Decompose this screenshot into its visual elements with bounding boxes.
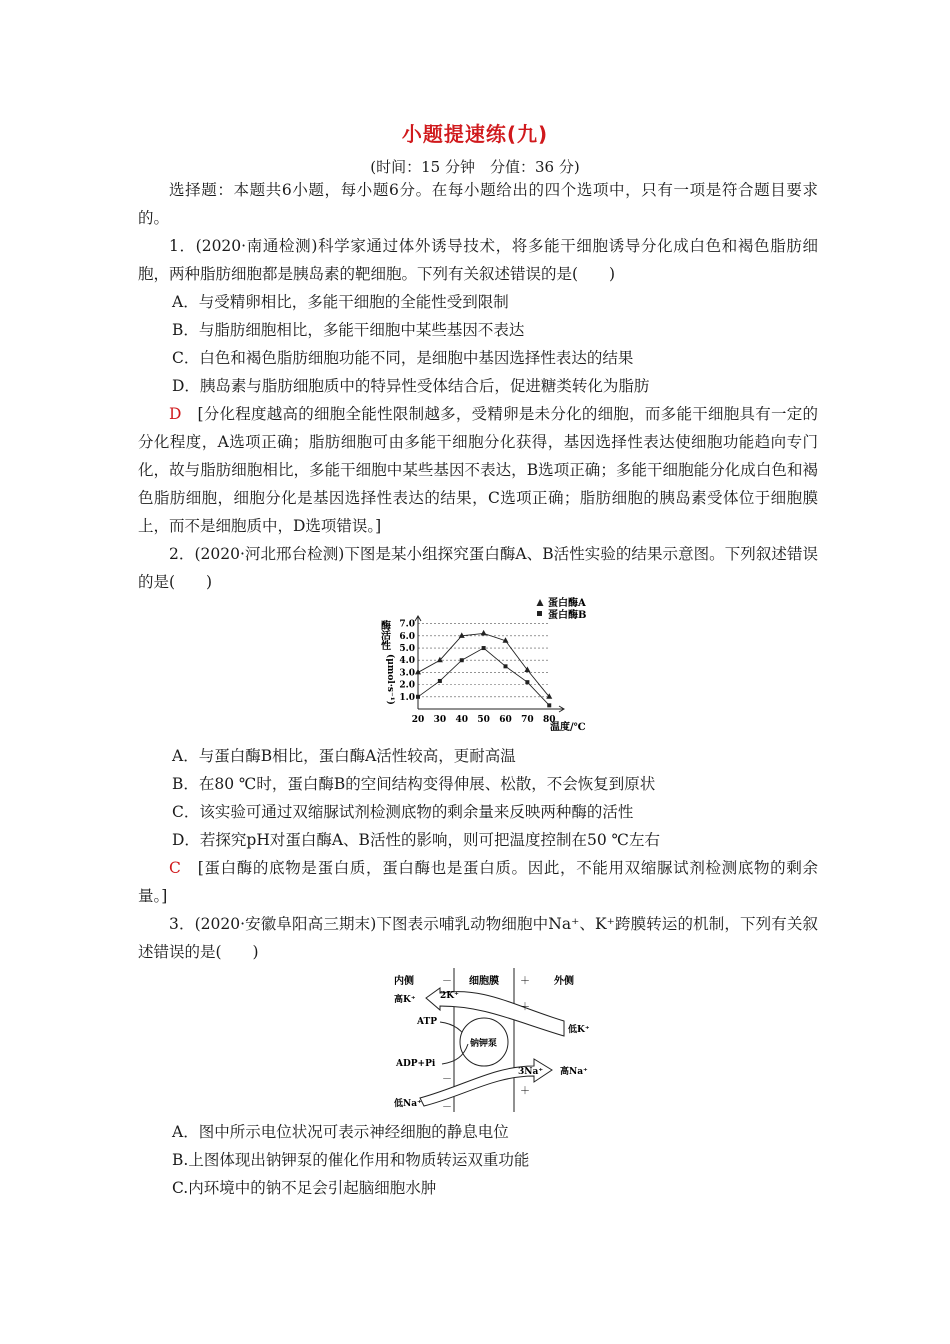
- chart-ytick-label: 3.0: [399, 668, 415, 679]
- q2-answer: C: [169, 859, 181, 877]
- na3-label: 3Na⁺: [518, 1067, 544, 1077]
- chart-ytick-label: 5.0: [399, 644, 415, 655]
- low-k-label: 低K⁺: [568, 1025, 590, 1035]
- plus-sign-mid: ＋: [520, 1002, 530, 1013]
- chart-ytick-label: 2.0: [399, 680, 415, 691]
- chart-legend: [537, 596, 587, 621]
- chart-point-b: [525, 680, 529, 684]
- legend-marker-square: [537, 611, 542, 616]
- chart-xlabel: 温度/℃: [550, 722, 586, 733]
- legend-marker-triangle: [537, 599, 544, 606]
- q1-option-a: A．与受精卵相比，多能干细胞的全能性受到限制: [172, 293, 509, 311]
- chart-point-a: [459, 632, 465, 638]
- chart-xtick-label: 60: [499, 715, 512, 725]
- q3-option-c: C.内环境中的钠不足会引起脑细胞水肿: [172, 1179, 437, 1197]
- chart-series-line-a: [418, 633, 549, 696]
- chart-point-b: [504, 664, 508, 668]
- chart-ylabel-top: 酶活性: [378, 620, 390, 650]
- chart-xtick-label: 20: [411, 715, 425, 725]
- chart-point-b: [460, 658, 464, 662]
- high-na-label: 高Na⁺: [560, 1067, 588, 1077]
- chart-ytick-label: 7.0: [399, 619, 415, 630]
- q2-option-a: A．与蛋白酶B相比，蛋白酶A活性较高，更耐高温: [172, 747, 516, 765]
- q1-stem: 1．(2020·南通检测)科学家通过体外诱导技术，将多能干细胞诱导分化成白色和褐色脂肪细胞，两种脂肪细胞都是胰岛素的靶细胞。下列有关叙述错误的是( ): [138, 237, 818, 283]
- chart-xtick-label: 80: [542, 715, 556, 725]
- q2-explanation: [蛋白酶的底物是蛋白质，蛋白酶也是蛋白质。因此，不能用双缩脲试剂检测底物的剩余量。]: [138, 859, 818, 905]
- chart-xtick-label: 40: [455, 715, 469, 725]
- q1-explanation: [分化程度越高的细胞全能性限制越多，受精卵是未分化的细胞，而多能干细胞具有一定的分化程度，A选项正确；脂肪细胞可由多能干细胞分化获得，基因选择性表达使细胞功能趋向专门化，故与脂肪细胞相比，多能干细胞中某些基因不表达，B选项正确；多能干细胞能分化成白色和褐色脂肪细胞，细胞分化是基因选择性表达的结果，C选项正确；脂肪细胞的胰岛素受体位于细胞膜上，而不是细胞质中，D选项错误。]: [138, 405, 818, 535]
- minus-sign-mid: －: [442, 1002, 452, 1013]
- chart-ytick-label: 4.0: [399, 656, 415, 667]
- legend-label-b: 蛋白酶B: [548, 610, 587, 621]
- outside-label: 外侧: [554, 976, 574, 987]
- legend-label-a: 蛋白酶A: [548, 598, 586, 609]
- low-na-label: 低Na⁺: [394, 1099, 422, 1109]
- q2-option-c: C．该实验可通过双缩脲试剂检测底物的剩余量来反映两种酶的活性: [172, 803, 634, 821]
- q3-option-b: B.上图体现出钠钾泵的催化作用和物质转运双重功能: [172, 1151, 530, 1169]
- q2-solution: [138, 854, 818, 910]
- atp-label: ATP: [417, 1017, 437, 1027]
- intro-text: 选择题：本题共6小题，每小题6分。在每小题给出的四个选项中，只有一项是符合题目要求的。: [138, 181, 818, 227]
- q1-answer: D: [169, 405, 182, 423]
- chart-point-a: [481, 630, 487, 636]
- chart-point-b: [482, 646, 486, 650]
- chart-point-b: [416, 695, 420, 699]
- chart-ytick-label: 1.0: [399, 692, 415, 703]
- q2-stem: 2．(2020·河北邢台检测)下图是某小组探究蛋白酶A、B活性实验的结果示意图。下列叙述错误的是( ): [138, 545, 818, 591]
- adp-label: ADP+Pi: [396, 1059, 436, 1069]
- minus-sign-top: －: [442, 976, 452, 987]
- sodium-potassium-pump-diagram: [384, 966, 604, 1114]
- q2-option-d: D．若探究pH对蛋白酶A、B活性的影响，则可把温度控制在50 ℃左右: [172, 831, 660, 849]
- q1-option-b: B．与脂肪细胞相比，多能干细胞中某些基因不表达: [172, 321, 525, 339]
- page-subtitle: (时间：15 分钟 分值：36 分): [370, 158, 580, 176]
- pump-label: 钠钾泵: [470, 1039, 498, 1049]
- minus-sign-low: －: [442, 1102, 452, 1113]
- q1-solution: [138, 400, 818, 540]
- high-k-label: 高K⁺: [394, 995, 416, 1005]
- chart-xtick-label: 30: [433, 715, 447, 725]
- q3-option-a: A．图中所示电位状况可表示神经细胞的静息电位: [172, 1123, 509, 1141]
- enzyme-activity-chart: [380, 596, 590, 744]
- chart-point-b: [438, 679, 442, 683]
- chart-xtick-label: 70: [521, 715, 534, 725]
- plus-sign-bottom: ＋: [520, 1086, 530, 1097]
- chart-ytick-label: 6.0: [399, 631, 415, 642]
- q3-stem: 3．(2020·安徽阜阳高三期末)下图表示哺乳动物细胞中Na⁺、K⁺跨膜转运的机制，下列有关叙述错误的是( ): [138, 915, 818, 961]
- chart-ylabel-unit: (μmol·s⁻¹): [385, 654, 395, 705]
- chart-xtick-label: 50: [477, 715, 490, 725]
- q1-option-d: D．胰岛素与脂肪细胞质中的特异性受体结合后，促进糖类转化为脂肪: [172, 377, 650, 395]
- plus-sign-top: ＋: [520, 976, 530, 987]
- inside-label: 内侧: [394, 976, 414, 987]
- membrane-label: 细胞膜: [469, 976, 499, 987]
- q2-option-b: B．在80 ℃时，蛋白酶B的空间结构变得伸展、松散，不会恢复到原状: [172, 775, 656, 793]
- page-title: 小题提速练(九): [401, 122, 549, 146]
- k2-label: 2K⁺: [440, 991, 459, 1001]
- minus-sign-bottom: －: [442, 1074, 452, 1085]
- q1-option-c: C．白色和褐色脂肪细胞功能不同，是细胞中基因选择性表达的结果: [172, 349, 634, 367]
- chart-point-b: [547, 703, 551, 707]
